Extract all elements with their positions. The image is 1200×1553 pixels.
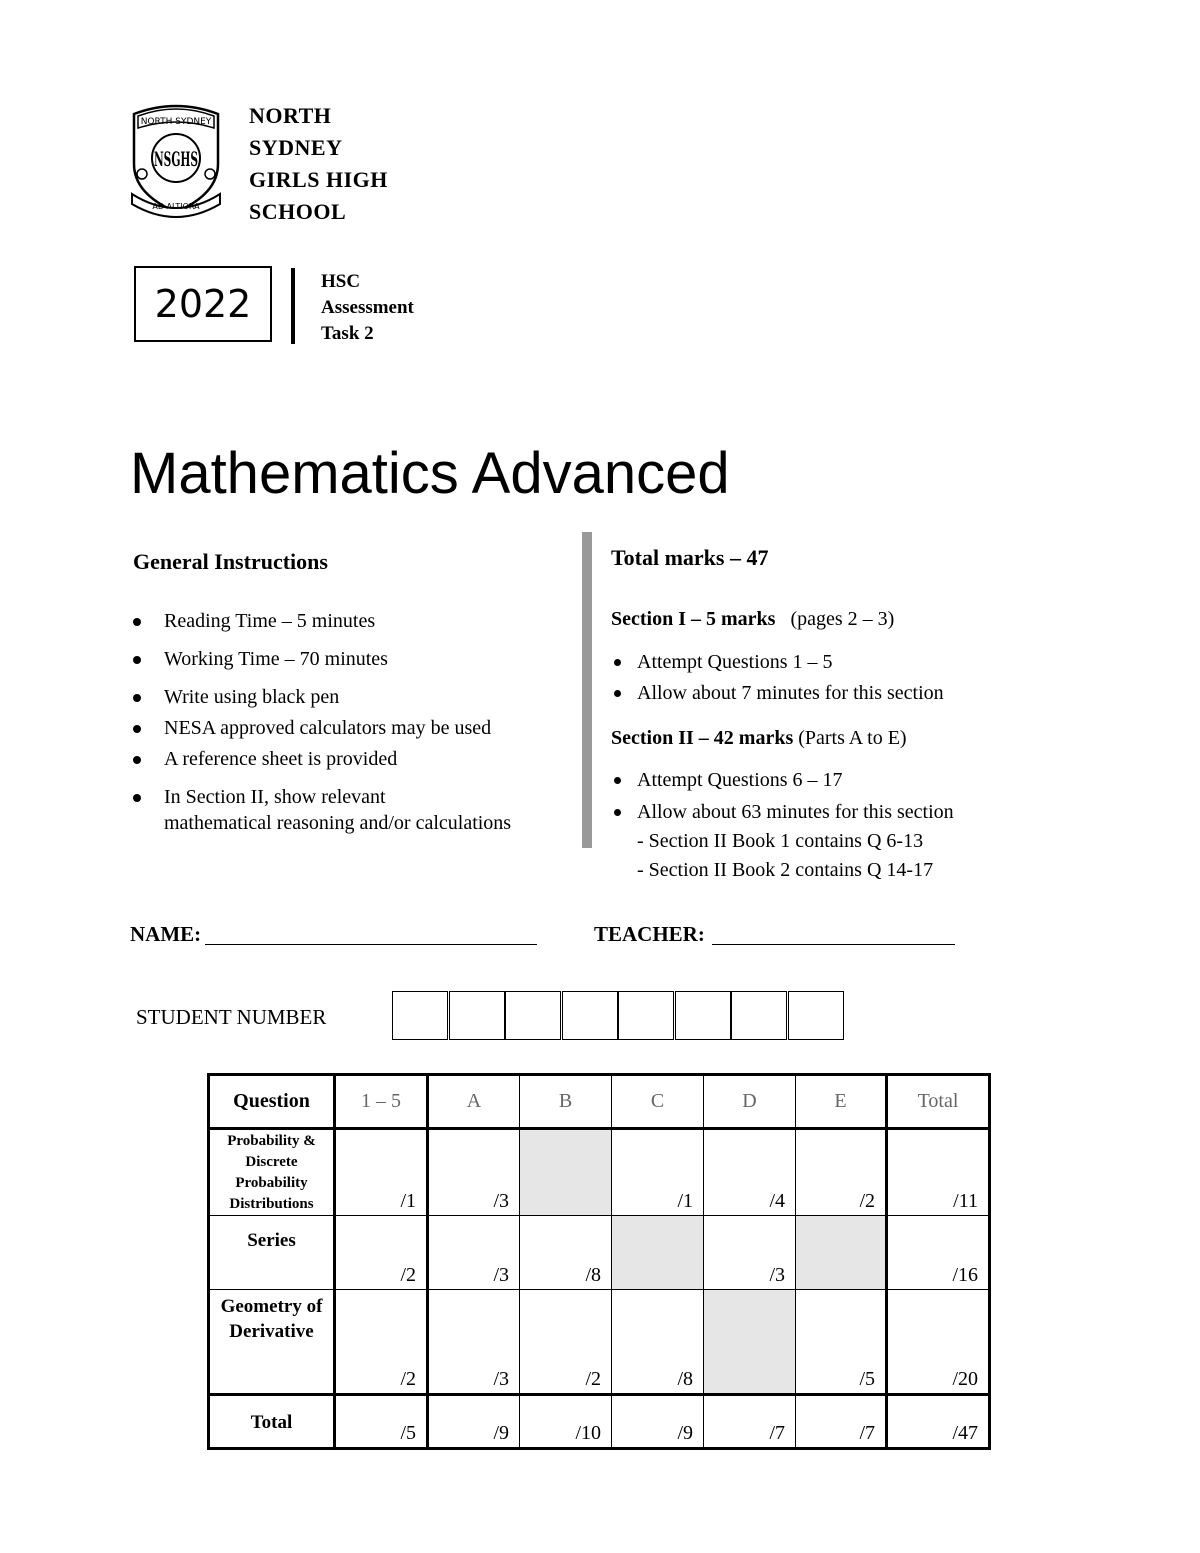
student-number-digit-box[interactable]	[562, 991, 618, 1040]
bullet-icon	[133, 725, 141, 733]
mark-cell: /9	[612, 1395, 704, 1449]
mark-cell: /8	[520, 1216, 612, 1290]
mark-cell: /2	[520, 1290, 612, 1395]
column-header: A	[428, 1075, 520, 1129]
mark-cell: /20	[887, 1290, 990, 1395]
mark-cell: /3	[704, 1216, 796, 1290]
column-header: B	[520, 1075, 612, 1129]
mark-cell: /1	[612, 1129, 704, 1216]
school-name-line: SCHOOL	[249, 199, 347, 224]
bullet-icon	[133, 656, 141, 664]
bullet-icon	[614, 777, 621, 784]
school-name-line: SYDNEY	[249, 135, 343, 160]
bullet-icon	[133, 618, 141, 626]
student-number-boxes	[392, 991, 844, 1040]
section-1-pages: (pages 2 – 3)	[790, 608, 895, 630]
column-header: E	[796, 1075, 887, 1129]
section-1-title: Section I – 5 marks	[611, 608, 776, 630]
task-line: Assessment	[321, 297, 414, 318]
school-crest	[128, 94, 224, 222]
page-title: Mathematics Advanced	[130, 441, 730, 506]
task-label	[321, 269, 414, 347]
mark-cell: /5	[335, 1395, 428, 1449]
bullet-icon	[133, 694, 141, 702]
table-row	[209, 1290, 990, 1395]
bullet-icon	[614, 809, 621, 816]
mark-cell: /9	[428, 1395, 520, 1449]
mark-cell: /16	[887, 1216, 990, 1290]
mark-cell: /4	[704, 1129, 796, 1216]
section-1-list: Attempt Questions 1 – 5 Allow about 7 minutes for this section	[611, 649, 1031, 709]
bullet-icon	[614, 659, 621, 666]
column-header: 1 – 5	[335, 1075, 428, 1129]
mark-cell: /10	[520, 1395, 612, 1449]
column-header: Total	[887, 1075, 990, 1129]
teacher-field[interactable]	[712, 944, 955, 945]
svg-text:NSGHS: NSGHS	[154, 147, 198, 171]
column-header: C	[612, 1075, 704, 1129]
mark-cell: /47	[887, 1395, 990, 1449]
mark-cell: /3	[428, 1129, 520, 1216]
student-number-digit-box[interactable]	[505, 991, 561, 1040]
table-row	[209, 1216, 990, 1290]
mark-cell: /8	[612, 1290, 704, 1395]
mark-cell: /2	[796, 1129, 887, 1216]
row-label: Probability & Discrete Probability Distributions	[209, 1129, 335, 1216]
section-2-title: Section II – 42 marks	[611, 727, 794, 749]
mark-cell: /2	[335, 1216, 428, 1290]
column-header: D	[704, 1075, 796, 1129]
vertical-rule	[291, 268, 295, 344]
section-2-heading	[611, 727, 907, 750]
task-line: Task 2	[321, 323, 374, 344]
student-number-label: STUDENT NUMBER	[136, 1005, 327, 1029]
bullet-icon	[614, 690, 621, 697]
student-number-digit-box[interactable]	[392, 991, 448, 1040]
general-instructions-heading: General Instructions	[133, 549, 328, 574]
row-label: Total	[209, 1395, 335, 1449]
shaded-cell	[704, 1290, 796, 1395]
shaded-cell	[520, 1129, 612, 1216]
mark-cell: /11	[887, 1129, 990, 1216]
mark-cell: /3	[428, 1216, 520, 1290]
column-header: Question	[209, 1075, 335, 1129]
name-label: NAME:	[130, 922, 202, 946]
student-number-digit-box[interactable]	[731, 991, 787, 1040]
student-number-digit-box[interactable]	[618, 991, 674, 1040]
mark-cell: /2	[335, 1290, 428, 1395]
section-2-parts: (Parts A to E)	[798, 727, 907, 749]
section-1-heading	[611, 608, 894, 631]
table-total-row	[209, 1395, 990, 1449]
bullet-icon	[133, 794, 141, 802]
school-name-line: GIRLS HIGH	[249, 167, 388, 192]
mark-cell: /7	[796, 1395, 887, 1449]
row-label: Geometry of Derivative	[209, 1290, 335, 1395]
shaded-cell	[796, 1216, 887, 1290]
total-marks-heading: Total marks – 47	[611, 545, 769, 570]
student-number-digit-box[interactable]	[788, 991, 844, 1040]
mark-cell: /5	[796, 1290, 887, 1395]
svg-text:AD ALTIORA: AD ALTIORA	[152, 202, 200, 211]
task-line: HSC	[321, 271, 361, 292]
shaded-cell	[612, 1216, 704, 1290]
bullet-icon	[133, 756, 141, 764]
year-box: 2022	[134, 266, 272, 342]
general-instructions-list: Reading Time – 5 minutes Working Time – 70 minutes Write using black pen NESA approved calculators may be used A reference sheet is provided In Section II, show relevant mathematical reasoning and/or calculations	[133, 606, 573, 846]
table-row	[209, 1129, 990, 1216]
svg-text:NORTH SYDNEY: NORTH SYDNEY	[140, 117, 212, 127]
table-header-row	[209, 1075, 990, 1129]
column-divider	[582, 532, 592, 848]
school-name	[249, 100, 388, 228]
student-number-digit-box[interactable]	[449, 991, 505, 1040]
row-label: Series	[209, 1216, 335, 1290]
section-2-list: Attempt Questions 6 – 17 Allow about 63 minutes for this section - Section II Book 1 contains Q 6-13 - Section II Book 2 contains Q 14-17	[611, 767, 1031, 887]
mark-cell: /3	[428, 1290, 520, 1395]
mark-cell: /7	[704, 1395, 796, 1449]
mark-cell: /1	[335, 1129, 428, 1216]
marks-table	[207, 1073, 991, 1450]
teacher-label: TEACHER:	[594, 922, 705, 946]
name-field[interactable]	[205, 944, 537, 945]
student-number-digit-box[interactable]	[675, 991, 731, 1040]
school-name-line: NORTH	[249, 103, 332, 128]
